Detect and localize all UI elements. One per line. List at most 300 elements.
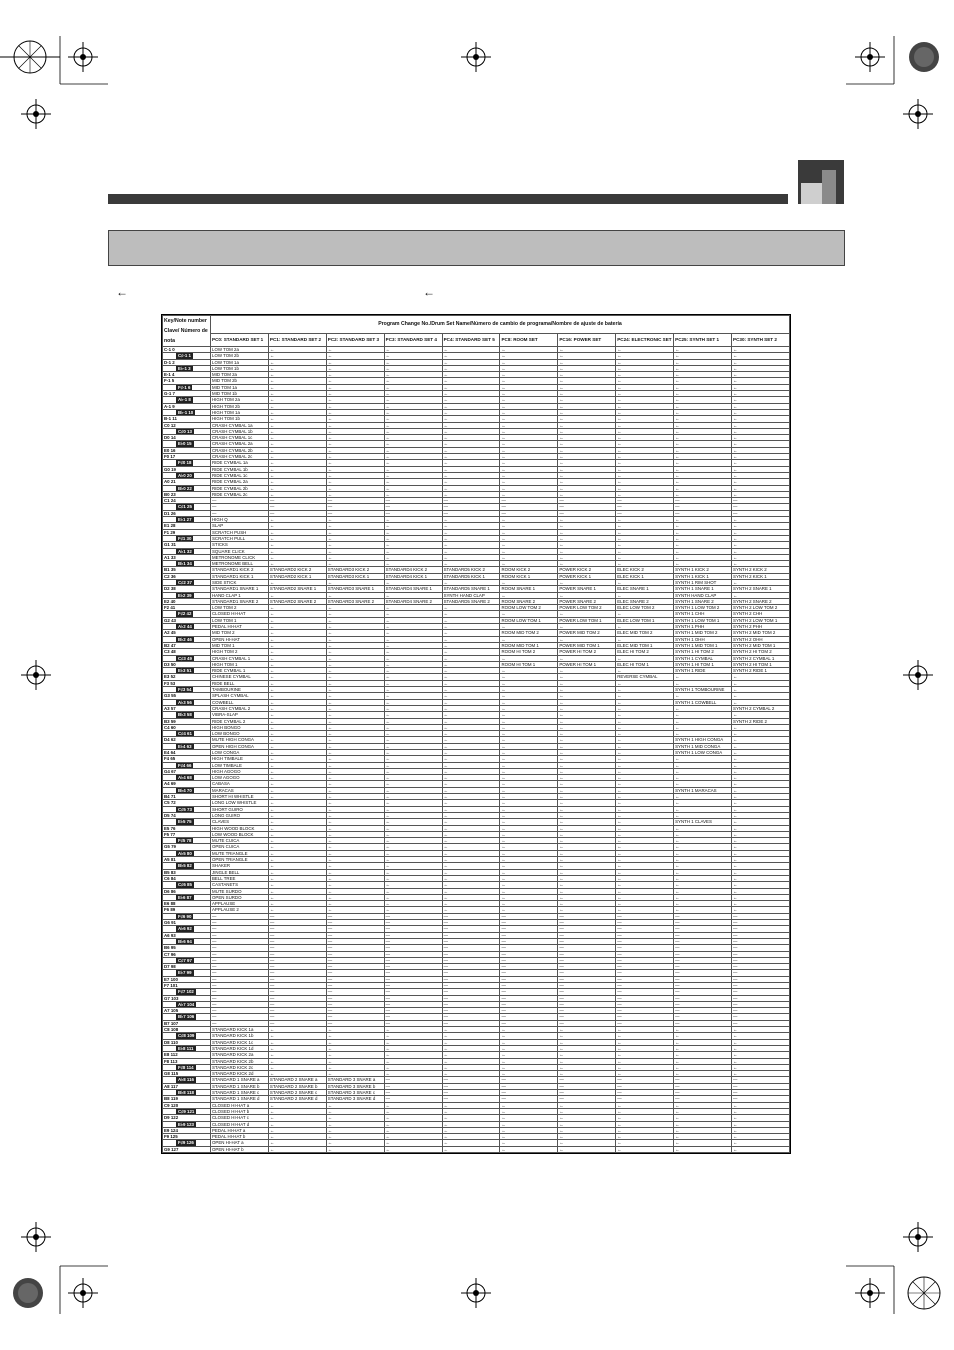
instrument-cell: — bbox=[384, 964, 442, 970]
instrument-cell: — bbox=[384, 1090, 442, 1096]
key-label: E0 16 bbox=[164, 447, 176, 453]
instrument-cell: ← bbox=[268, 743, 326, 749]
instrument-cell: — bbox=[211, 1001, 269, 1007]
instrument-cell: ← bbox=[442, 466, 500, 472]
instrument-cell: ← bbox=[384, 863, 442, 869]
instrument-cell: STANDARD 1 SNARE a bbox=[211, 1077, 269, 1083]
instrument-cell: ← bbox=[732, 579, 790, 585]
instrument-cell: ← bbox=[674, 1033, 732, 1039]
instrument-cell: ← bbox=[558, 347, 616, 353]
instrument-cell: ← bbox=[558, 403, 616, 409]
instrument-cell: ← bbox=[674, 1134, 732, 1140]
key-label: F♯2 42 bbox=[178, 611, 192, 617]
instrument-cell: ← bbox=[616, 1146, 674, 1152]
instrument-cell: ← bbox=[326, 850, 384, 856]
key-label: A♭4 68 bbox=[178, 775, 192, 781]
instrument-cell: ← bbox=[732, 794, 790, 800]
instrument-cell: ← bbox=[384, 554, 442, 560]
instrument-cell: ← bbox=[326, 548, 384, 554]
instrument-cell: ← bbox=[268, 724, 326, 730]
instrument-cell: ← bbox=[384, 693, 442, 699]
instrument-cell: ← bbox=[558, 441, 616, 447]
key-label: B0 23 bbox=[164, 491, 176, 497]
instrument-cell: — bbox=[732, 964, 790, 970]
instrument-cell: STANDARD4 SNARE 2 bbox=[384, 598, 442, 604]
instrument-cell: ← bbox=[732, 907, 790, 913]
instrument-cell: ← bbox=[268, 359, 326, 365]
instrument-cell: — bbox=[616, 951, 674, 957]
instrument-cell: ← bbox=[268, 787, 326, 793]
instrument-cell: — bbox=[558, 964, 616, 970]
instrument-cell: ← bbox=[326, 787, 384, 793]
instrument-cell: — bbox=[732, 970, 790, 976]
instrument-cell: ← bbox=[326, 1058, 384, 1064]
instrument-cell: ← bbox=[268, 731, 326, 737]
instrument-cell: ← bbox=[674, 825, 732, 831]
registration-target-bottom-right bbox=[855, 1278, 885, 1308]
key-label: F4 65 bbox=[164, 756, 176, 762]
instrument-cell: RIDE CYMBAL 1a bbox=[211, 460, 269, 466]
instrument-cell: — bbox=[500, 938, 558, 944]
instrument-cell: ← bbox=[616, 359, 674, 365]
instrument-cell: ← bbox=[500, 825, 558, 831]
instrument-cell: STANDARD 1 SNARE b bbox=[211, 1083, 269, 1089]
key-label: E♭1 27 bbox=[178, 517, 192, 523]
instrument-cell: ← bbox=[500, 554, 558, 560]
key-label: B♭0 22 bbox=[178, 485, 192, 491]
instrument-cell: ← bbox=[442, 794, 500, 800]
instrument-cell: ← bbox=[674, 680, 732, 686]
instrument-cell: ← bbox=[558, 1071, 616, 1077]
instrument-cell: MID TOM 1a bbox=[211, 384, 269, 390]
instrument-cell: LOW TOM 2 bbox=[211, 605, 269, 611]
instrument-cell: — bbox=[674, 938, 732, 944]
instrument-cell: ← bbox=[500, 655, 558, 661]
instrument-cell: OPEN CUICA bbox=[211, 844, 269, 850]
instrument-cell: — bbox=[558, 1014, 616, 1020]
instrument-cell: ← bbox=[500, 1033, 558, 1039]
instrument-cell: — bbox=[558, 504, 616, 510]
instrument-cell: STANDARD KICK 1a bbox=[211, 1027, 269, 1033]
instrument-cell: ← bbox=[732, 869, 790, 875]
instrument-cell: ← bbox=[732, 680, 790, 686]
instrument-cell: ELEC SNARE 1 bbox=[616, 586, 674, 592]
instrument-cell: ← bbox=[500, 756, 558, 762]
instrument-cell: SYNTH 1 CYMBAL bbox=[674, 655, 732, 661]
key-label: A♭-1 8 bbox=[178, 397, 191, 403]
instrument-cell: ← bbox=[384, 378, 442, 384]
instrument-cell: ← bbox=[500, 737, 558, 743]
instrument-cell: — bbox=[674, 920, 732, 926]
instrument-cell: STANDARD1 KICK 2 bbox=[211, 567, 269, 573]
instrument-cell: ← bbox=[268, 542, 326, 548]
instrument-cell: SYNTH 2 HI TOM 2 bbox=[732, 649, 790, 655]
instrument-cell: — bbox=[384, 932, 442, 938]
instrument-cell: ← bbox=[558, 535, 616, 541]
instrument-cell: ← bbox=[500, 403, 558, 409]
instrument-cell: — bbox=[211, 498, 269, 504]
key-label: A1 33 bbox=[164, 554, 176, 560]
instrument-cell: ← bbox=[500, 611, 558, 617]
instrument-cell: ← bbox=[268, 365, 326, 371]
instrument-cell: ← bbox=[442, 1140, 500, 1146]
instrument-cell: — bbox=[268, 1008, 326, 1014]
instrument-cell: — bbox=[326, 989, 384, 995]
instrument-cell: ← bbox=[326, 1039, 384, 1045]
instrument-cell: — bbox=[384, 970, 442, 976]
instrument-cell: ← bbox=[500, 378, 558, 384]
instrument-cell: ← bbox=[384, 1033, 442, 1039]
instrument-cell: LOW TOM 1b bbox=[211, 365, 269, 371]
instrument-cell: ← bbox=[326, 1102, 384, 1108]
instrument-cell: ← bbox=[616, 491, 674, 497]
instrument-cell: ← bbox=[442, 787, 500, 793]
instrument-cell: ← bbox=[326, 460, 384, 466]
instrument-cell: ← bbox=[384, 1027, 442, 1033]
instrument-cell: ← bbox=[616, 1071, 674, 1077]
instrument-cell: ← bbox=[674, 1115, 732, 1121]
instrument-cell: SHAKER bbox=[211, 863, 269, 869]
instrument-cell: — bbox=[674, 995, 732, 1001]
instrument-cell: ← bbox=[326, 403, 384, 409]
instrument-cell: ← bbox=[500, 365, 558, 371]
instrument-cell: ← bbox=[442, 850, 500, 856]
instrument-cell: — bbox=[732, 938, 790, 944]
instrument-cell: ← bbox=[500, 1121, 558, 1127]
instrument-cell: SLAP bbox=[211, 523, 269, 529]
instrument-cell: — bbox=[384, 951, 442, 957]
instrument-cell: ← bbox=[442, 680, 500, 686]
instrument-cell: ← bbox=[384, 472, 442, 478]
instrument-cell: STANDARD 2 SNARE d bbox=[268, 1096, 326, 1102]
instrument-cell: SYNTH 1 SNARE 2 bbox=[674, 598, 732, 604]
instrument-cell: ← bbox=[268, 888, 326, 894]
instrument-cell: — bbox=[500, 945, 558, 951]
header-rule bbox=[108, 194, 788, 204]
instrument-cell: ← bbox=[558, 875, 616, 881]
key-label: D9 122 bbox=[164, 1115, 179, 1121]
instrument-cell: SYNTH 1 MID CONGA bbox=[674, 743, 732, 749]
instrument-cell: ← bbox=[442, 523, 500, 529]
instrument-cell: ← bbox=[558, 844, 616, 850]
instrument-cell: ← bbox=[674, 542, 732, 548]
instrument-cell: HIGH AGOGO bbox=[211, 768, 269, 774]
instrument-cell: ← bbox=[616, 655, 674, 661]
instrument-cell: SYNTH 1 CLAVES bbox=[674, 819, 732, 825]
instrument-cell: — bbox=[732, 995, 790, 1001]
instrument-cell: ← bbox=[732, 724, 790, 730]
instrument-cell: CRASH CYMBAL 1 bbox=[211, 655, 269, 661]
instrument-cell: — bbox=[500, 932, 558, 938]
instrument-cell: ← bbox=[616, 775, 674, 781]
instrument-cell: ← bbox=[616, 743, 674, 749]
instrument-cell: — bbox=[732, 989, 790, 995]
instrument-cell: SYNTH 1 OHH bbox=[674, 636, 732, 642]
instrument-cell: SYNTH 2 LOW TOM 1 bbox=[732, 617, 790, 623]
instrument-cell: RIDE BELL bbox=[211, 680, 269, 686]
chapter-tab-light bbox=[801, 183, 822, 204]
instrument-cell: — bbox=[500, 982, 558, 988]
instrument-cell: ← bbox=[442, 347, 500, 353]
instrument-cell: ← bbox=[616, 624, 674, 630]
instrument-cell: STANDARD4 KICK 2 bbox=[384, 567, 442, 573]
instrument-cell: ← bbox=[558, 750, 616, 756]
instrument-cell: ← bbox=[384, 718, 442, 724]
instrument-cell: STANDARD3 KICK 2 bbox=[326, 567, 384, 573]
instrument-cell: ← bbox=[500, 624, 558, 630]
instrument-cell: ← bbox=[268, 605, 326, 611]
instrument-cell: ← bbox=[442, 1108, 500, 1114]
instrument-cell: SYNTH 2 PHH bbox=[732, 624, 790, 630]
instrument-cell: ← bbox=[616, 1108, 674, 1114]
instrument-cell: — bbox=[558, 1090, 616, 1096]
instrument-cell: ← bbox=[732, 863, 790, 869]
instrument-cell: ← bbox=[558, 901, 616, 907]
instrument-cell: — bbox=[442, 932, 500, 938]
instrument-cell: ← bbox=[500, 838, 558, 844]
instrument-cell: ← bbox=[268, 1146, 326, 1152]
instrument-cell: ← bbox=[442, 705, 500, 711]
key-label: E7 100 bbox=[164, 976, 178, 982]
instrument-cell: ← bbox=[268, 347, 326, 353]
key-label: B5 83 bbox=[164, 869, 176, 875]
instrument-cell: — bbox=[674, 1008, 732, 1014]
instrument-cell: ← bbox=[500, 731, 558, 737]
instrument-cell: ← bbox=[732, 888, 790, 894]
instrument-cell: ← bbox=[732, 800, 790, 806]
instrument-cell: ← bbox=[442, 831, 500, 837]
instrument-cell: ← bbox=[558, 743, 616, 749]
instrument-cell: — bbox=[442, 1020, 500, 1026]
instrument-cell: — bbox=[500, 1090, 558, 1096]
instrument-cell: ← bbox=[732, 1108, 790, 1114]
instrument-cell: ← bbox=[326, 485, 384, 491]
key-label: C♯4 61 bbox=[178, 731, 192, 737]
instrument-cell: ← bbox=[616, 737, 674, 743]
instrument-cell: ← bbox=[384, 447, 442, 453]
instrument-cell: CRASH CYMBAL 1a bbox=[211, 422, 269, 428]
instrument-cell: ← bbox=[442, 579, 500, 585]
instrument-cell: ← bbox=[558, 636, 616, 642]
instrument-cell: ← bbox=[732, 1064, 790, 1070]
instrument-cell: ← bbox=[732, 775, 790, 781]
instrument-cell: ← bbox=[616, 888, 674, 894]
instrument-cell: ← bbox=[500, 359, 558, 365]
instrument-cell: ← bbox=[674, 831, 732, 837]
instrument-cell: ← bbox=[500, 857, 558, 863]
instrument-cell: ← bbox=[500, 592, 558, 598]
instrument-cell: ← bbox=[442, 454, 500, 460]
instrument-cell: ← bbox=[732, 743, 790, 749]
instrument-cell: ← bbox=[326, 347, 384, 353]
instrument-cell: ← bbox=[674, 1071, 732, 1077]
instrument-cell: ← bbox=[384, 592, 442, 598]
key-label: D2 38 bbox=[164, 586, 176, 592]
instrument-cell: CRASH CYMBAL 2 bbox=[211, 705, 269, 711]
instrument-cell: ← bbox=[558, 1052, 616, 1058]
instrument-cell: ← bbox=[558, 624, 616, 630]
instrument-cell: ← bbox=[442, 844, 500, 850]
instrument-cell: ← bbox=[558, 894, 616, 900]
instrument-cell: ← bbox=[326, 907, 384, 913]
instrument-cell: — bbox=[384, 1083, 442, 1089]
instrument-cell: ← bbox=[268, 554, 326, 560]
instrument-cell: ← bbox=[674, 359, 732, 365]
instrument-cell: ← bbox=[500, 819, 558, 825]
registration-target-right-top bbox=[903, 99, 933, 129]
instrument-cell: ← bbox=[500, 850, 558, 856]
instrument-cell: ← bbox=[500, 875, 558, 881]
instrument-cell: ← bbox=[674, 561, 732, 567]
instrument-cell: ← bbox=[268, 561, 326, 567]
instrument-cell: — bbox=[211, 982, 269, 988]
instrument-cell: ← bbox=[326, 642, 384, 648]
instrument-cell: — bbox=[442, 498, 500, 504]
instrument-cell: ← bbox=[674, 447, 732, 453]
instrument-cell: VIBRA-SLAP bbox=[211, 712, 269, 718]
instrument-cell: ← bbox=[326, 875, 384, 881]
instrument-cell: ← bbox=[384, 661, 442, 667]
instrument-cell: ← bbox=[674, 409, 732, 415]
instrument-cell: ← bbox=[384, 372, 442, 378]
instrument-cell: — bbox=[674, 1077, 732, 1083]
instrument-cell: STANDARD3 KICK 1 bbox=[326, 573, 384, 579]
instrument-cell: RIDE CYMBAL 1 bbox=[211, 668, 269, 674]
instrument-cell: ← bbox=[500, 1052, 558, 1058]
instrument-cell: ← bbox=[268, 472, 326, 478]
instrument-cell: — bbox=[384, 1014, 442, 1020]
instrument-cell: ← bbox=[326, 517, 384, 523]
instrument-cell: ← bbox=[384, 1039, 442, 1045]
instrument-cell: ← bbox=[268, 863, 326, 869]
instrument-cell: ← bbox=[326, 674, 384, 680]
instrument-cell: ← bbox=[268, 1140, 326, 1146]
instrument-cell: — bbox=[384, 982, 442, 988]
instrument-cell: ← bbox=[268, 1102, 326, 1108]
instrument-cell: SYNTH 1 HI TOM 2 bbox=[674, 649, 732, 655]
instrument-cell: — bbox=[442, 1077, 500, 1083]
key-label: F2 41 bbox=[164, 605, 176, 611]
instrument-cell: SYNTH 2 SNARE 1 bbox=[732, 586, 790, 592]
instrument-cell: ← bbox=[616, 687, 674, 693]
instrument-cell: ← bbox=[674, 812, 732, 818]
instrument-cell: ← bbox=[558, 485, 616, 491]
instrument-cell: ← bbox=[326, 409, 384, 415]
instrument-cell: ← bbox=[384, 806, 442, 812]
instrument-cell: ← bbox=[674, 485, 732, 491]
instrument-cell: ← bbox=[442, 1071, 500, 1077]
instrument-cell: — bbox=[384, 1020, 442, 1026]
instrument-cell: ← bbox=[326, 819, 384, 825]
instrument-cell: ← bbox=[326, 372, 384, 378]
key-label: F8 113 bbox=[164, 1058, 178, 1064]
instrument-cell: — bbox=[500, 913, 558, 919]
instrument-cell: ← bbox=[500, 542, 558, 548]
instrument-cell: — bbox=[674, 1014, 732, 1020]
instrument-cell: ← bbox=[732, 1027, 790, 1033]
instrument-cell: ← bbox=[558, 737, 616, 743]
key-label: F5 77 bbox=[164, 831, 176, 837]
instrument-cell: ← bbox=[674, 403, 732, 409]
instrument-cell: LOW TOM 1 bbox=[211, 617, 269, 623]
instrument-cell: ROOM SNARE 1 bbox=[500, 586, 558, 592]
instrument-cell: ← bbox=[732, 882, 790, 888]
key-label: C9 120 bbox=[164, 1102, 179, 1108]
instrument-cell: ← bbox=[674, 850, 732, 856]
instrument-cell: ← bbox=[500, 907, 558, 913]
instrument-cell: ← bbox=[268, 454, 326, 460]
instrument-cell: ← bbox=[674, 472, 732, 478]
instrument-cell: ← bbox=[326, 1115, 384, 1121]
instrument-cell: — bbox=[558, 945, 616, 951]
key-label: E♭8 111 bbox=[178, 1045, 194, 1051]
registration-target-top-left bbox=[68, 42, 98, 72]
instrument-cell: ← bbox=[442, 775, 500, 781]
instrument-cell: ← bbox=[732, 1039, 790, 1045]
instrument-cell: SCRATCH PULL bbox=[211, 535, 269, 541]
instrument-cell: ← bbox=[384, 888, 442, 894]
instrument-cell: ← bbox=[616, 579, 674, 585]
instrument-cell: ← bbox=[732, 403, 790, 409]
instrument-cell: ← bbox=[616, 447, 674, 453]
instrument-cell: — bbox=[268, 995, 326, 1001]
instrument-cell: — bbox=[500, 1020, 558, 1026]
instrument-cell: ← bbox=[326, 762, 384, 768]
instrument-cell: ← bbox=[442, 353, 500, 359]
instrument-cell: ← bbox=[732, 454, 790, 460]
instrument-cell: ← bbox=[616, 561, 674, 567]
instrument-cell: ← bbox=[558, 794, 616, 800]
key-label: C♯1 25 bbox=[178, 504, 192, 510]
instrument-cell: SYNTH 1 MARACAS bbox=[674, 787, 732, 793]
instrument-cell: SCRATCH PUSH bbox=[211, 529, 269, 535]
instrument-cell: ← bbox=[442, 624, 500, 630]
instrument-cell: ← bbox=[326, 901, 384, 907]
instrument-cell: ← bbox=[500, 863, 558, 869]
instrument-cell: — bbox=[326, 913, 384, 919]
instrument-cell: ← bbox=[732, 768, 790, 774]
instrument-cell: ← bbox=[616, 693, 674, 699]
instrument-cell: POWER HI TOM 1 bbox=[558, 661, 616, 667]
instrument-cell: ← bbox=[558, 756, 616, 762]
instrument-cell: ← bbox=[442, 1027, 500, 1033]
instrument-cell: ← bbox=[442, 693, 500, 699]
instrument-cell: ← bbox=[384, 850, 442, 856]
instrument-cell: ← bbox=[384, 441, 442, 447]
instrument-cell: ← bbox=[616, 1102, 674, 1108]
table-row bbox=[163, 586, 790, 592]
instrument-cell: — bbox=[558, 938, 616, 944]
instrument-cell: — bbox=[500, 926, 558, 932]
key-label: B♭5 82 bbox=[178, 863, 192, 869]
instrument-cell: — bbox=[384, 510, 442, 516]
instrument-cell: ← bbox=[442, 397, 500, 403]
instrument-cell: ← bbox=[384, 882, 442, 888]
instrument-cell: ← bbox=[732, 756, 790, 762]
instrument-cell: ← bbox=[732, 347, 790, 353]
instrument-cell: ← bbox=[442, 743, 500, 749]
instrument-cell: — bbox=[674, 1020, 732, 1026]
instrument-cell: ← bbox=[558, 378, 616, 384]
key-label: C♯9 121 bbox=[178, 1108, 195, 1114]
instrument-cell: — bbox=[268, 932, 326, 938]
instrument-cell: SYNTH 1 HI TOM 1 bbox=[674, 661, 732, 667]
instrument-cell: — bbox=[384, 995, 442, 1001]
registration-target-left-bottom bbox=[21, 1222, 51, 1252]
drum-assignment-table bbox=[161, 314, 791, 1154]
instrument-cell: — bbox=[616, 1014, 674, 1020]
key-label: G2 43 bbox=[164, 617, 176, 623]
